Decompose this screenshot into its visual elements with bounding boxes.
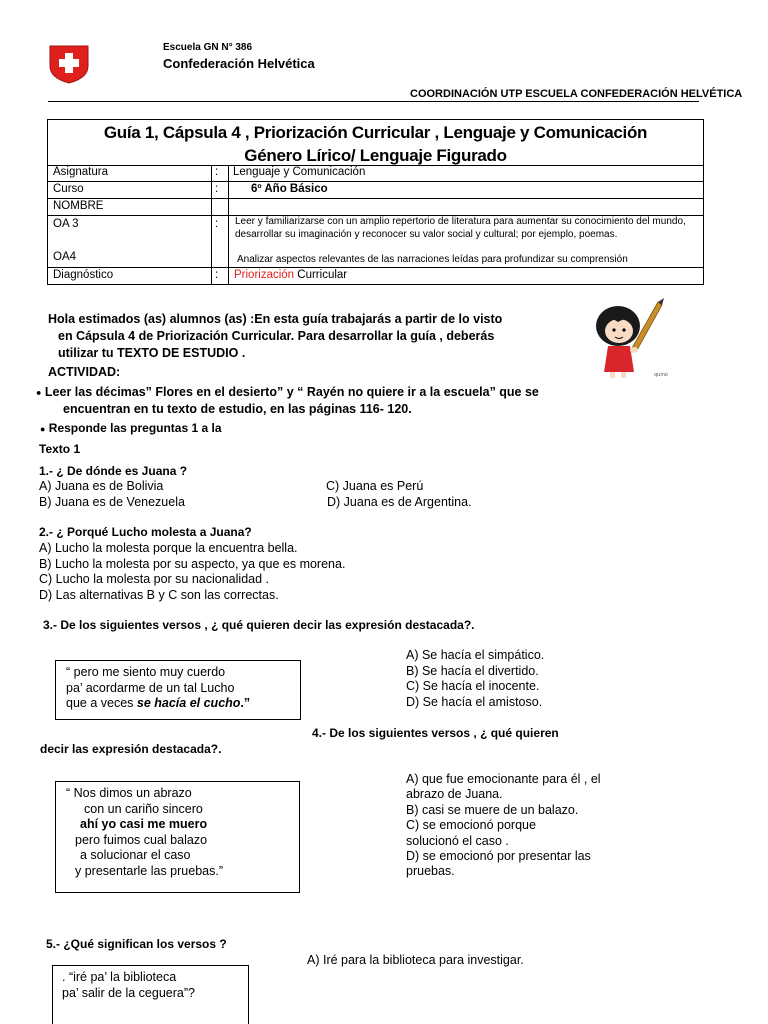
bullet-icon: ● bbox=[40, 423, 46, 434]
q3-verse-line bbox=[66, 696, 250, 712]
colon: : bbox=[215, 166, 219, 178]
mafalda-illustration bbox=[588, 296, 666, 380]
table-column-rule bbox=[211, 165, 212, 285]
colon: : bbox=[215, 183, 219, 195]
instruction-line: encuentran en tu texto de estudio, en las páginas 116- 120. bbox=[63, 401, 412, 416]
q4-option-c-continued: solucionó el caso . bbox=[406, 834, 509, 848]
intro-line: utilizar tu TEXTO DE ESTUDIO . bbox=[58, 346, 246, 360]
question-3: 3.- De los siguientes versos , ¿ qué quieren decir las expresión destacada?. bbox=[43, 618, 475, 632]
q1-option-b: B) Juana es de Venezuela bbox=[39, 495, 185, 509]
q3-verse-ending: .” bbox=[240, 696, 251, 710]
q3-option-d: D) Se hacía el amistoso. bbox=[406, 695, 543, 709]
q5-verse-line: . “iré pa’ la biblioteca bbox=[62, 970, 177, 984]
nombre-label: NOMBRE bbox=[53, 200, 104, 212]
q4-option-b: B) casi se muere de un balazo. bbox=[406, 803, 579, 817]
q1-option-c: C) Juana es Perú bbox=[326, 479, 424, 493]
table-column-rule bbox=[228, 165, 229, 285]
question-4-continued: decir las expresión destacada?. bbox=[40, 742, 222, 756]
activity-instruction bbox=[36, 384, 636, 417]
bullet-icon: ● bbox=[36, 387, 42, 398]
q4-verse-line: pero fuimos cual balazo bbox=[75, 833, 208, 847]
q4-verse-line: y presentarle las pruebas.” bbox=[75, 864, 223, 878]
question-5: 5.- ¿Qué significan los versos ? bbox=[46, 937, 227, 951]
q3-option-a: A) Se hacía el simpático. bbox=[406, 648, 545, 662]
diagnostico-label: Diagnóstico bbox=[53, 269, 114, 281]
q2-option-c: C) Lucho la molesta por su nacionalidad . bbox=[39, 572, 269, 586]
q3-option-b: B) Se hacía el divertido. bbox=[406, 664, 539, 678]
oa4-label: OA4 bbox=[53, 251, 77, 263]
table-rule bbox=[47, 198, 704, 199]
q4-option-a: A) que fue emocionante para él , el bbox=[406, 772, 601, 786]
colon: : bbox=[215, 269, 219, 281]
guide-subtitle: Género Lírico/ Lenguaje Figurado bbox=[244, 146, 507, 165]
highlighted-expression: se hacía el cucho bbox=[136, 696, 241, 710]
q4-verse-line: “ Nos dimos un abrazo bbox=[66, 786, 192, 800]
intro-line: Hola estimados (as) alumnos (as) :En esta guía trabajarás a partir de lo visto bbox=[48, 312, 503, 326]
q5-verse-line: pa’ salir de la ceguera”? bbox=[62, 986, 195, 1000]
text-label: Texto 1 bbox=[39, 442, 81, 456]
instruction-line bbox=[36, 384, 636, 401]
q3-option-c: C) Se hacía el inocente. bbox=[406, 679, 540, 693]
curso-label: Curso bbox=[53, 183, 84, 195]
answer-instruction bbox=[40, 421, 222, 435]
q4-option-a-continued: abrazo de Juana. bbox=[406, 787, 503, 801]
intro-line: en Cápsula 4 de Priorización Curricular. Para desarrollar la guía , deberás bbox=[58, 329, 495, 343]
q3-verse-line: “ pero me siento muy cuerdo bbox=[66, 665, 226, 679]
q2-option-d: D) Las alternativas B y C son las correctas. bbox=[39, 588, 279, 602]
q3-verse-text: que a veces bbox=[66, 696, 137, 710]
highlighted-expression: ahí yo casi me muero bbox=[80, 817, 208, 831]
oa3-label: OA 3 bbox=[53, 218, 79, 230]
table-rule bbox=[47, 165, 704, 166]
question-1: 1.- ¿ De dónde es Juana ? bbox=[39, 464, 188, 478]
q4-verse-line: con un cariño sincero bbox=[84, 802, 203, 816]
asignatura-label: Asignatura bbox=[53, 166, 108, 178]
guide-title: Guía 1, Cápsula 4 , Priorización Curricular , Lenguaje y Comunicación bbox=[103, 123, 648, 142]
oa3-value: Leer y familiarizarse con un amplio repertorio de literatura para aumentar su conocimiento del mundo, desarrollar su imaginación y reconocer su valor social y cultural; por ejemplo, poemas. bbox=[235, 216, 686, 240]
q3-verse-line: pa’ acordarme de un tal Lucho bbox=[66, 681, 235, 695]
activity-heading: ACTIVIDAD: bbox=[48, 365, 121, 379]
coordination-label: COORDINACIÓN UTP ESCUELA CONFEDERACIÓN HELVÉTICA bbox=[410, 88, 743, 100]
q4-option-c: C) se emocionó porque bbox=[406, 818, 536, 832]
q1-option-d: D) Juana es de Argentina. bbox=[327, 495, 472, 509]
svg-text:quino: quino bbox=[654, 372, 668, 378]
school-subtitle: Confederación Helvética bbox=[163, 56, 315, 71]
intro-text bbox=[48, 311, 568, 362]
q2-option-b: B) Lucho la molesta por su aspecto, ya que es morena. bbox=[39, 557, 346, 571]
table-rule bbox=[47, 267, 704, 268]
q5-option-a: A) Iré para la biblioteca para investigar. bbox=[307, 953, 524, 967]
diagnostico-value bbox=[234, 269, 347, 281]
q1-option-a: A) Juana es de Bolivia bbox=[39, 479, 164, 493]
q4-option-d-continued: pruebas. bbox=[406, 864, 455, 878]
asignatura-value: Lenguaje y Comunicación bbox=[233, 166, 366, 178]
colon: : bbox=[215, 218, 219, 230]
school-name: Escuela GN N° 386 bbox=[163, 42, 253, 53]
curso-value: 6º Año Básico bbox=[251, 183, 328, 195]
oa4-value: Analizar aspectos relevantes de las narraciones leídas para profundizar su comprensión bbox=[237, 254, 628, 265]
question-2: 2.- ¿ Porqué Lucho molesta a Juana? bbox=[39, 525, 252, 539]
diagnostico-value-rest: Curricular bbox=[294, 269, 348, 281]
question-4: 4.- De los siguientes versos , ¿ qué quieren bbox=[312, 726, 559, 740]
instruction-text: Leer las décimas” Flores en el desierto” y “ Rayén no quiere ir a la escuela” que se bbox=[44, 385, 539, 399]
diagnostico-value-highlight: Priorización bbox=[234, 269, 295, 281]
header-divider bbox=[48, 101, 699, 102]
q4-verse-line: a solucionar el caso bbox=[80, 848, 191, 862]
answer-instruction-text: Responde las preguntas 1 a la bbox=[48, 421, 222, 435]
q2-option-a: A) Lucho la molesta porque la encuentra bella. bbox=[39, 541, 298, 555]
q4-option-d: D) se emocionó por presentar las bbox=[406, 849, 591, 863]
school-logo bbox=[47, 44, 91, 84]
table-rule bbox=[47, 181, 704, 182]
